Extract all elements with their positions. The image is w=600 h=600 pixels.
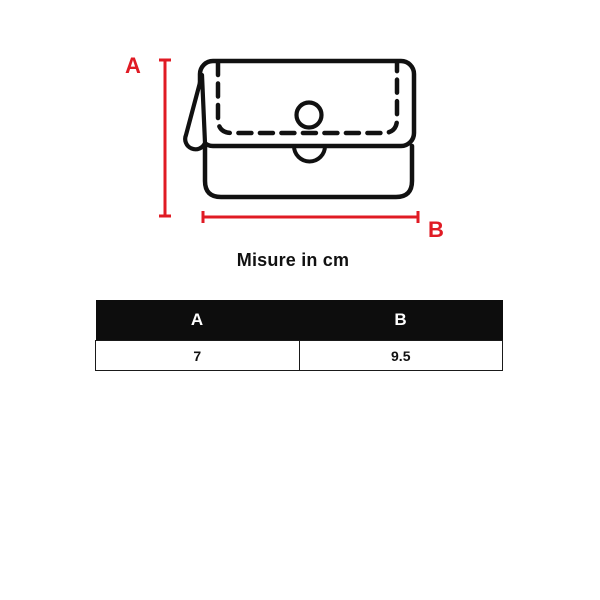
value-b: 9.5 [299,341,503,371]
measurements-table [95,300,503,371]
measurements-table-header-row [96,300,503,341]
measurements-table-value-row [96,341,503,371]
purse-body [205,146,412,197]
coin-purse-illustration [185,61,414,197]
column-header-b: B [299,300,503,341]
value-a: 7 [96,341,300,371]
purse-snap-button [297,103,322,128]
product-measurement-diagram [0,0,600,250]
column-header-a: A [96,300,300,341]
units-heading: Misure in cm [236,250,350,270]
height-dimension-label: A [125,53,141,78]
width-dimension-label: B [428,217,444,242]
purse-zipper-pull [185,75,205,149]
